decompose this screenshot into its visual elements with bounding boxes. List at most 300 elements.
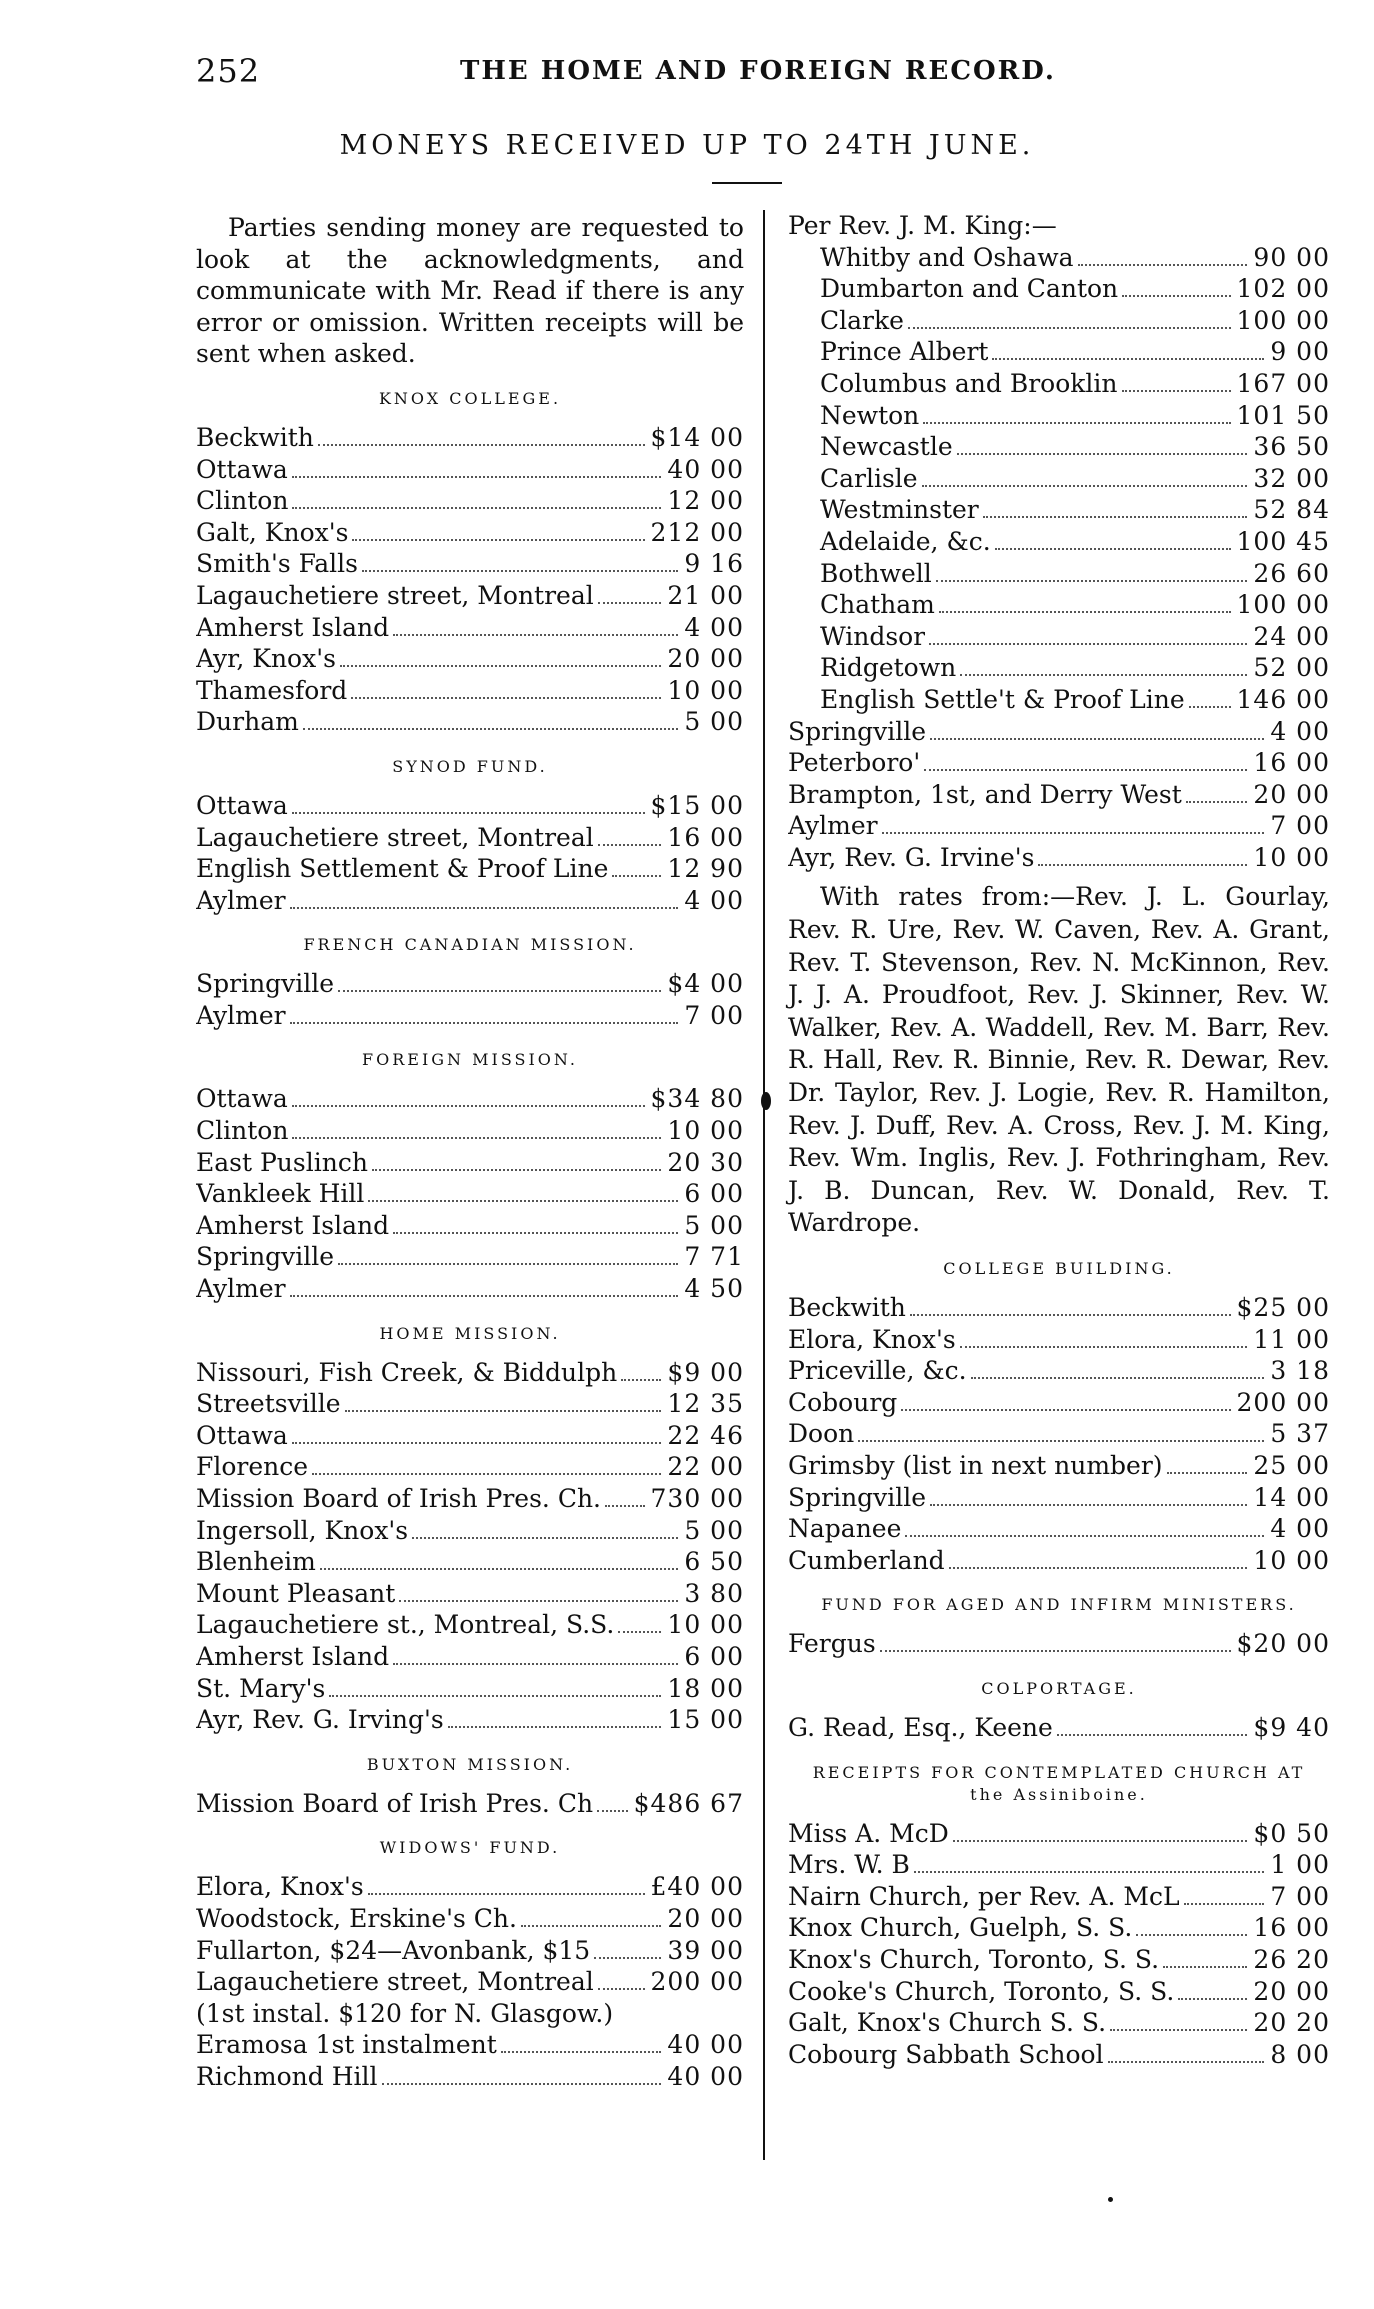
ledger-entry-name: Miss A. McD	[788, 1818, 949, 1848]
ledger-entry-name: Knox Church, Guelph, S. S.	[788, 1913, 1133, 1943]
dot-leader	[448, 1726, 662, 1728]
ledger-row	[196, 1788, 744, 1820]
ledger-row	[196, 706, 744, 738]
dot-leader	[292, 1105, 645, 1107]
ledger-row	[196, 1273, 744, 1305]
ledger-entry-amount: 52 84	[1253, 495, 1330, 525]
dot-leader	[368, 1200, 678, 1202]
dot-leader	[612, 875, 661, 877]
ledger-row	[196, 1451, 744, 1483]
ledger-row	[788, 1849, 1330, 1881]
rates-paragraph: With rates from:—Rev. J. L. Gourlay, Rev. R. Ure, Rev. W. Caven, Rev. A. Grant, Rev. T. Stevenson, Rev. N. McKinnon, Rev. J. J. A. Proudfoot, Rev. J. Skinner, Rev. W. Walker, Rev. A. Waddell, Rev. M. Barr, Rev. R. Hall, Rev. R. Binnie, Rev. R. Dewar, Rev. Dr. Taylor, Rev. J. Logie, Rev. R. Hamilton, Rev. J. Duff, Rev. A. Cross, Rev. J. M. King, Rev. Wm. Inglis, Rev. J. Fothringham, Rev. J. B. Duncan, Rev. W. Donald, Rev. T. Wardrope.	[788, 882, 1330, 1238]
dot-leader	[953, 1840, 1248, 1842]
ledger-entry-amount: 6 50	[684, 1547, 744, 1577]
ledger-entry-amount: 11 00	[1253, 1324, 1330, 1354]
ledger-row	[788, 1944, 1330, 1976]
ledger-row	[196, 1420, 744, 1452]
ledger-entry-amount: 16 00	[1253, 1913, 1330, 1943]
ledger-row	[788, 1912, 1330, 1944]
ledger-entry-name: Streetsville	[196, 1389, 341, 1419]
ledger-entry-amount: 20 00	[667, 644, 744, 674]
section-heading-college-building: COLLEGE BUILDING.	[943, 1259, 1175, 1278]
dot-leader	[949, 1567, 1248, 1569]
dot-leader	[1057, 1734, 1248, 1736]
dot-leader	[929, 643, 1247, 645]
ledger-entry-name: Ayr, Rev. G. Irving's	[196, 1705, 444, 1735]
ledger-row	[196, 1903, 744, 1935]
ledger-entry-name: Blenheim	[196, 1547, 316, 1577]
ledger-entry-name: Mission Board of Irish Pres. Ch	[196, 1788, 594, 1818]
ledger-row	[788, 558, 1330, 590]
ledger-entry-amount: 15 00	[667, 1705, 744, 1735]
margin-mark	[761, 1092, 771, 1110]
ledger-entry-name: Westminster	[820, 495, 979, 525]
ledger-entry-amount: 8 00	[1270, 2039, 1330, 2069]
king-list	[788, 242, 1330, 716]
ledger-entry-amount: 20 00	[1253, 1976, 1330, 2006]
french-canadian-mission-list	[196, 968, 744, 1031]
ledger-row	[196, 1673, 744, 1705]
colportage-list	[788, 1712, 1330, 1744]
dot-leader	[621, 1379, 661, 1381]
dot-leader	[598, 1988, 645, 1990]
dot-leader	[960, 674, 1247, 676]
dot-leader	[992, 358, 1264, 360]
ledger-row	[196, 1609, 744, 1641]
ledger-entry-amount: 10 00	[1253, 1545, 1330, 1575]
ledger-row	[196, 1578, 744, 1610]
ledger-entry-name: Cobourg	[788, 1387, 898, 1417]
ledger-entry-name: Lagauchetiere street, Montreal	[196, 1967, 594, 1997]
aged-fund-list	[788, 1628, 1330, 1660]
ledger-entry-name: Mount Pleasant	[196, 1578, 396, 1608]
ledger-row	[788, 526, 1330, 558]
ledger-entry-amount: 20 20	[1253, 2008, 1330, 2038]
ledger-entry-amount: 5 00	[684, 707, 744, 737]
ledger-entry-amount: 730 00	[650, 1484, 744, 1513]
running-header	[0, 52, 1374, 92]
dot-leader	[290, 1022, 679, 1024]
dot-leader	[983, 516, 1248, 518]
ledger-entry-name: Fullarton, $24—Avonbank, $15	[196, 1935, 591, 1965]
dot-leader	[1078, 264, 1248, 266]
dot-leader	[1167, 1472, 1248, 1474]
ledger-entry-name: Vankleek Hill	[196, 1179, 365, 1209]
dot-leader	[292, 507, 661, 509]
ledger-entry-name: Nairn Church, per Rev. A. McL	[788, 1881, 1180, 1911]
dot-leader	[922, 485, 1248, 487]
ledger-row	[196, 612, 744, 644]
ledger-entry-amount: 26 60	[1253, 558, 1330, 588]
ledger-entry-name: Richmond Hill	[196, 2061, 378, 2091]
ledger-entry-amount: 1 00	[1270, 1850, 1330, 1880]
ledger-row	[788, 1545, 1330, 1577]
ledger-entry-amount: 9 16	[684, 549, 744, 579]
ledger-entry-amount: 20 00	[667, 1903, 744, 1933]
ledger-entry-name: Springville	[788, 716, 927, 746]
dot-leader	[618, 1631, 661, 1633]
dot-leader	[1108, 2061, 1265, 2063]
dot-leader	[930, 1504, 1247, 1506]
ledger-row	[788, 1513, 1330, 1545]
dot-leader	[598, 844, 662, 846]
ledger-row	[196, 1515, 744, 1547]
dot-leader	[292, 476, 662, 478]
left-column	[196, 210, 744, 2093]
ledger-row	[788, 1292, 1330, 1324]
ledger-entry-amount: 6 00	[684, 1641, 744, 1671]
buxton-mission-list	[196, 1788, 744, 1820]
ledger-row	[788, 1818, 1330, 1850]
ledger-entry-name: Thamesford	[196, 675, 348, 705]
journal-title: THE HOME AND FOREIGN RECORD.	[460, 56, 1056, 86]
ledger-entry-amount: 4 00	[684, 885, 744, 915]
ledger-row	[788, 242, 1330, 274]
ledger-entry-amount: 26 20	[1253, 1944, 1330, 1974]
ledger-row	[788, 273, 1330, 305]
ledger-row	[788, 1450, 1330, 1482]
ledger-entry-amount: 7 71	[684, 1242, 744, 1272]
ledger-entry-name: Beckwith	[196, 422, 314, 452]
dot-leader	[412, 1537, 678, 1539]
ledger-entry-name: Aylmer	[196, 1274, 286, 1304]
ledger-entry-amount: $0 50	[1253, 1818, 1330, 1848]
dot-leader	[995, 548, 1231, 550]
ledger-entry-amount: $15 00	[650, 790, 744, 820]
ledger-row	[196, 1388, 744, 1420]
ledger-entry-amount: 100 45	[1236, 526, 1330, 556]
ledger-entry-name: St. Mary's	[196, 1673, 326, 1703]
dot-leader	[393, 634, 678, 636]
ledger-entry-name: Springville	[196, 969, 335, 999]
dot-leader	[338, 1263, 678, 1265]
ledger-row	[196, 1483, 744, 1515]
intro-paragraph: Parties sending money are requested to look at the acknowledgments, and communicate with Mr. Read if there is any error or omission. Written receipts will be sent when asked.	[196, 213, 744, 369]
ledger-entry-amount: $14 00	[650, 422, 744, 452]
ledger-entry-name: East Puslinch	[196, 1147, 368, 1177]
ledger-row	[196, 790, 744, 822]
ledger-entry-name: Cooke's Church, Toronto, S. S.	[788, 1976, 1175, 2006]
ledger-row	[196, 2061, 744, 2093]
dot-leader	[924, 769, 1247, 771]
ledger-row	[788, 842, 1330, 874]
ledger-entry-amount: 24 00	[1253, 621, 1330, 651]
ledger-entry-name: Elora, Knox's	[788, 1324, 956, 1354]
ledger-row	[788, 779, 1330, 811]
dot-leader	[905, 1535, 1264, 1537]
ledger-entry-name: Lagauchetiere street, Montreal	[196, 822, 594, 852]
dot-leader	[605, 1505, 645, 1507]
ledger-entry-amount: 14 00	[1253, 1482, 1330, 1512]
ledger-entry-name: Bothwell	[820, 558, 932, 588]
ledger-row	[788, 810, 1330, 842]
ledger-entry-amount: 10 00	[667, 1116, 744, 1146]
ledger-entry-amount: 40 00	[667, 2061, 744, 2091]
ledger-entry-amount: 32 00	[1253, 463, 1330, 493]
section-heading-foreign-mission: FOREIGN MISSION.	[362, 1050, 578, 1070]
ledger-entry-amount: 39 00	[667, 1935, 744, 1965]
ledger-entry-name: Newcastle	[820, 432, 953, 462]
dot-leader	[290, 1295, 679, 1297]
ledger-row	[196, 580, 744, 612]
dot-leader	[399, 1600, 678, 1602]
ledger-entry-name: Amherst Island	[196, 1210, 390, 1240]
ledger-row	[196, 1998, 744, 2030]
dot-leader	[292, 1137, 661, 1139]
ledger-entry-name: Clinton	[196, 1116, 289, 1146]
dot-leader	[318, 444, 645, 446]
dot-leader	[340, 665, 662, 667]
ledger-entry-name: Brampton, 1st, and Derry West	[788, 779, 1182, 809]
ledger-entry-name: Galt, Knox's Church S. S.	[788, 2008, 1107, 2038]
ledger-entry-amount: $486 67	[633, 1788, 744, 1818]
ledger-entry-amount: 102 00	[1236, 274, 1330, 304]
ledger-row	[196, 1966, 744, 1998]
king-heading	[788, 210, 1330, 242]
ledger-row	[196, 485, 744, 517]
ledger-row	[196, 1357, 744, 1389]
ledger-row	[788, 2039, 1330, 2071]
ledger-entry-amount: 20 30	[667, 1147, 744, 1177]
dot-leader	[858, 1440, 1264, 1442]
ledger-row	[196, 517, 744, 549]
ledger-row	[788, 336, 1330, 368]
synod-fund-list	[196, 790, 744, 916]
ledger-row	[196, 885, 744, 917]
ledger-row	[196, 675, 744, 707]
ledger-entry-amount: 100 00	[1236, 590, 1330, 620]
dot-leader	[971, 1377, 1265, 1379]
dot-leader	[936, 580, 1248, 582]
ledger-entry-name: Ottawa	[196, 454, 288, 484]
ledger-entry-amount: 40 00	[667, 454, 744, 484]
ledger-entry-amount: 52 00	[1253, 653, 1330, 683]
ledger-row	[196, 1241, 744, 1273]
ledger-entry-amount: 40 00	[667, 2030, 744, 2060]
ledger-entry-name: Lagauchetiere st., Montreal, S.S.	[196, 1610, 615, 1640]
ledger-entry-amount: 4 50	[684, 1274, 744, 1304]
dot-leader	[501, 2051, 662, 2053]
ledger-entry-name: Springville	[788, 1482, 927, 1512]
dot-leader	[594, 1957, 661, 1959]
misc-list	[788, 716, 1330, 874]
section-heading-home-mission: HOME MISSION.	[379, 1323, 561, 1343]
ledger-row	[196, 1935, 744, 1967]
ledger-entry-amount: 212 00	[650, 517, 744, 547]
ledger-row	[196, 643, 744, 675]
ledger-entry-name: Carlisle	[820, 463, 918, 493]
ledger-entry-amount: 7 00	[1270, 811, 1330, 841]
ledger-entry-name: Grimsby (list in next number)	[788, 1450, 1163, 1480]
ledger-row	[196, 1000, 744, 1032]
section-heading-widows-fund: WIDOWS' FUND.	[379, 1838, 561, 1858]
home-mission-list	[196, 1357, 744, 1736]
ledger-entry-name: Columbus and Brooklin	[820, 368, 1118, 398]
ledger-entry-name: Ridgetown	[820, 653, 957, 683]
dot-leader	[910, 1314, 1231, 1316]
dot-leader	[303, 728, 679, 730]
section-heading-assiniboine: RECEIPTS FOR CONTEMPLATED CHURCH AT	[812, 1762, 1306, 1782]
ledger-entry-amount: 22 00	[667, 1452, 744, 1482]
dot-leader	[312, 1473, 661, 1475]
ledger-entry-amount: 146 00	[1236, 684, 1330, 714]
dot-leader	[914, 1871, 1264, 1873]
dot-leader	[1163, 1966, 1247, 1968]
ledger-row	[196, 1210, 744, 1242]
college-building-list	[788, 1292, 1330, 1576]
ledger-row	[788, 368, 1330, 400]
ledger-entry-name: Priceville, &c.	[788, 1356, 967, 1386]
ledger-row	[196, 822, 744, 854]
dot-leader	[329, 1695, 661, 1697]
ledger-entry-name: Aylmer	[788, 811, 878, 841]
assiniboine-list	[788, 1818, 1330, 2071]
ledger-row	[788, 2007, 1330, 2039]
ledger-row	[788, 1324, 1330, 1356]
ledger-row	[788, 1628, 1330, 1660]
ledger-entry-amount: 90 00	[1253, 242, 1330, 272]
ledger-row	[196, 422, 744, 454]
ledger-entry-name: (1st instal. $120 for N. Glasgow.)	[196, 1998, 614, 2028]
ledger-row	[196, 1178, 744, 1210]
ledger-entry-amount: 4 00	[1270, 716, 1330, 746]
ledger-entry-name: Ingersoll, Knox's	[196, 1515, 409, 1545]
ledger-entry-amount: 16 00	[1253, 748, 1330, 778]
ledger-entry-amount: 5 37	[1270, 1419, 1330, 1449]
ledger-entry-name: Prince Albert	[820, 337, 989, 367]
ledger-row	[788, 716, 1330, 748]
dot-leader	[351, 697, 661, 699]
ledger-entry-name: Clarke	[820, 305, 904, 335]
column-divider	[763, 210, 765, 2160]
ledger-entry-amount: 10 00	[667, 675, 744, 705]
ledger-entry-name: Florence	[196, 1452, 309, 1482]
ledger-row	[788, 621, 1330, 653]
dot-leader	[923, 422, 1230, 424]
ledger-row	[788, 684, 1330, 716]
ledger-entry-name: Durham	[196, 707, 299, 737]
king-heading-text: Per Rev. J. M. King:—	[788, 211, 1057, 240]
dot-leader	[292, 1442, 662, 1444]
ledger-row	[196, 2029, 744, 2061]
dot-leader	[292, 812, 645, 814]
ledger-entry-amount: 5 00	[684, 1515, 744, 1545]
ledger-entry-name: Galt, Knox's	[196, 517, 349, 547]
dot-leader	[1184, 1903, 1265, 1905]
ledger-row	[788, 463, 1330, 495]
ledger-entry-amount: 16 00	[667, 822, 744, 852]
ledger-entry-amount: 7 00	[684, 1000, 744, 1030]
ledger-entry-amount: 21 00	[667, 580, 744, 610]
ledger-row	[196, 548, 744, 580]
ledger-entry-name: Whitby and Oshawa	[820, 242, 1074, 272]
title-rule	[712, 182, 782, 184]
dot-leader	[1122, 390, 1231, 392]
section-heading-assiniboine-line2: the Assiniboine.	[970, 1784, 1148, 1804]
ledger-row	[196, 1641, 744, 1673]
dot-leader	[382, 2083, 662, 2085]
ledger-entry-name: Ottawa	[196, 1084, 288, 1114]
ledger-entry-amount: 7 00	[1270, 1881, 1330, 1911]
ledger-entry-amount: 12 90	[667, 854, 744, 884]
ledger-entry-name: Aylmer	[196, 1000, 286, 1030]
dot-leader	[960, 1346, 1248, 1348]
ledger-row	[788, 1387, 1330, 1419]
dot-leader	[368, 1893, 645, 1895]
ledger-entry-name: Napanee	[788, 1514, 902, 1544]
ledger-row	[196, 1704, 744, 1736]
ledger-entry-name: Ottawa	[196, 1420, 288, 1450]
ledger-entry-name: Doon	[788, 1419, 855, 1449]
ledger-entry-name: English Settlement & Proof Line	[196, 854, 609, 884]
dot-leader	[598, 602, 662, 604]
ledger-entry-name: Cobourg Sabbath School	[788, 2039, 1104, 2069]
ledger-entry-name: Cumberland	[788, 1545, 945, 1575]
ledger-entry-name: G. Read, Esq., Keene	[788, 1712, 1053, 1742]
ledger-entry-amount: 9 00	[1270, 337, 1330, 367]
section-heading-knox-college: KNOX COLLEGE.	[378, 388, 562, 408]
ledger-entry-amount: 100 00	[1236, 305, 1330, 335]
right-column	[788, 210, 1330, 2070]
dot-leader	[939, 611, 1231, 613]
ledger-entry-amount: 3 80	[684, 1578, 744, 1608]
ledger-row	[788, 1355, 1330, 1387]
ledger-row	[788, 589, 1330, 621]
ledger-entry-name: Eramosa 1st instalment	[196, 2030, 497, 2060]
dot-leader	[1038, 864, 1247, 866]
ink-speck	[1108, 2197, 1113, 2202]
ledger-entry-name: Fergus	[788, 1629, 876, 1659]
ledger-row	[788, 305, 1330, 337]
dot-leader	[957, 453, 1248, 455]
ledger-entry-amount: 25 00	[1253, 1450, 1330, 1480]
dot-leader	[338, 990, 661, 992]
knox-college-list	[196, 422, 744, 738]
ledger-row	[788, 1712, 1330, 1744]
ledger-entry-name: Clinton	[196, 486, 289, 516]
dot-leader	[290, 907, 679, 909]
ledger-entry-amount: $9 40	[1253, 1712, 1330, 1742]
dot-leader	[1136, 1934, 1247, 1936]
ledger-entry-name: Knox's Church, Toronto, S. S.	[788, 1944, 1160, 1974]
ledger-entry-amount: 18 00	[667, 1673, 744, 1703]
ledger-entry-name: Woodstock, Erskine's Ch.	[196, 1903, 517, 1933]
foreign-mission-list	[196, 1083, 744, 1304]
ledger-entry-name: Windsor	[820, 621, 926, 651]
ledger-entry-amount: 12 35	[667, 1389, 744, 1419]
ledger-row	[788, 652, 1330, 684]
ledger-row	[788, 1881, 1330, 1913]
ledger-entry-name: Peterboro'	[788, 748, 921, 778]
ledger-entry-name: Smith's Falls	[196, 549, 358, 579]
widows-fund-list	[196, 1871, 744, 2092]
section-heading-buxton-mission: BUXTON MISSION.	[366, 1754, 574, 1774]
ledger-entry-amount: 6 00	[684, 1179, 744, 1209]
ledger-entry-amount: $9 00	[667, 1357, 744, 1387]
ledger-entry-amount: 4 00	[1270, 1514, 1330, 1544]
ledger-entry-name: Beckwith	[788, 1293, 906, 1322]
dot-leader	[1178, 1998, 1247, 2000]
ledger-entry-name: Mrs. W. B	[788, 1850, 910, 1880]
section-heading-aged-fund: FUND FOR AGED AND INFIRM MINISTERS.	[821, 1595, 1297, 1615]
ledger-row	[196, 454, 744, 486]
ledger-row	[788, 1482, 1330, 1514]
ledger-row	[196, 853, 744, 885]
ledger-row	[196, 1115, 744, 1147]
ledger-entry-amount: 22 46	[667, 1420, 744, 1450]
dot-leader	[880, 1650, 1231, 1652]
dot-leader	[345, 1410, 662, 1412]
